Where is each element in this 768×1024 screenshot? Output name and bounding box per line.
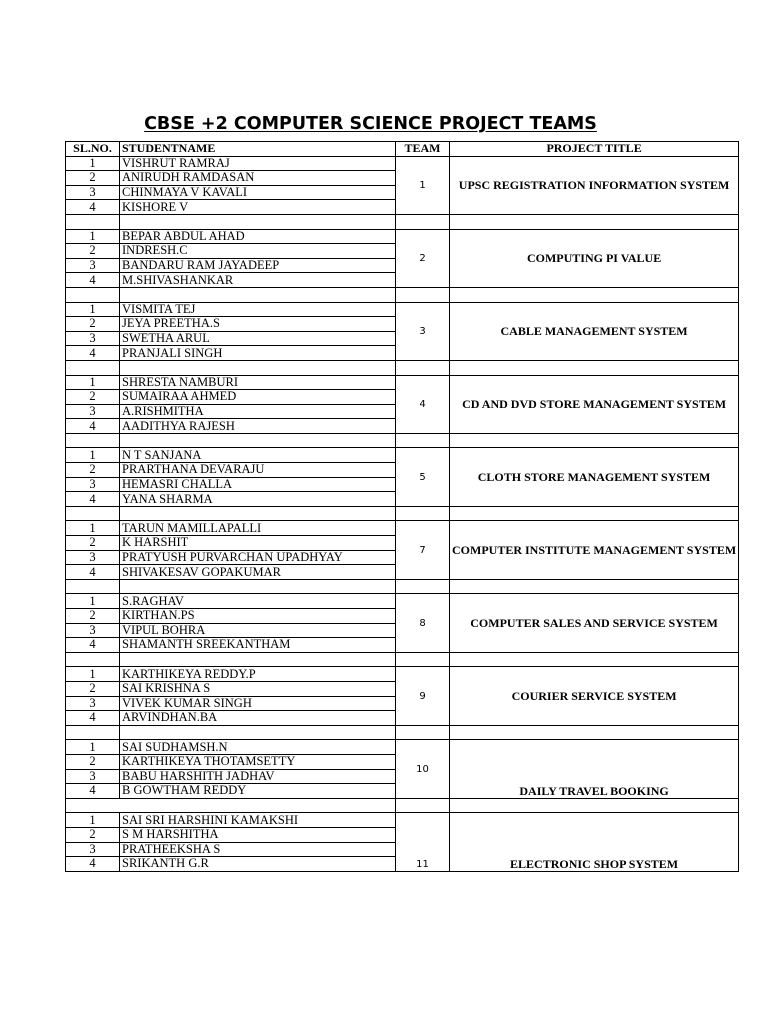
student-name-cell: VIVEK KUMAR SINGH (120, 696, 396, 711)
spacer-cell (120, 214, 396, 229)
student-name-cell: ANIRUDH RAMDASAN (120, 171, 396, 186)
project-title-cell: COURIER SERVICE SYSTEM (450, 667, 739, 725)
sl-no-cell: 1 (66, 521, 120, 536)
team-number-cell: 8 (396, 594, 450, 652)
student-name-cell: HEMASRI CHALLA (120, 477, 396, 492)
sl-no-cell: 3 (66, 477, 120, 492)
sl-no-cell: 1 (66, 302, 120, 317)
project-title-cell: UPSC REGISTRATION INFORMATION SYSTEM (450, 156, 739, 214)
student-name-cell: CHINMAYA V KAVALI (120, 185, 396, 200)
sl-no-cell: 2 (66, 536, 120, 551)
student-name-cell: KARTHIKEYA REDDY.P (120, 667, 396, 682)
spacer-cell (396, 579, 450, 594)
spacer-cell (66, 798, 396, 813)
project-title-cell: DAILY TRAVEL BOOKING (450, 740, 739, 798)
sl-no-cell: 1 (66, 156, 120, 171)
spacer-cell (396, 287, 450, 302)
spacer-cell (120, 506, 396, 521)
spacer-cell (450, 433, 739, 448)
student-name-cell: SUMAIRAA AHMED (120, 390, 396, 405)
student-name-cell: SHAMANTH SREEKANTHAM (120, 638, 396, 653)
sl-no-cell: 2 (66, 827, 120, 842)
student-name-cell: AADITHYA RAJESH (120, 419, 396, 434)
spacer-cell (396, 725, 450, 740)
student-name-cell: M.SHIVASHANKAR (120, 273, 396, 288)
table-header-row (66, 142, 739, 157)
spacer-cell (120, 360, 396, 375)
spacer-row (66, 287, 739, 302)
spacer-cell (450, 506, 739, 521)
sl-no-cell: 2 (66, 317, 120, 332)
project-title-cell: CD AND DVD STORE MANAGEMENT SYSTEM (450, 375, 739, 433)
student-name-cell: VIPUL BOHRA (120, 623, 396, 638)
header-slno: SL.NO. (66, 142, 120, 157)
project-title-cell: COMPUTING PI VALUE (450, 229, 739, 287)
student-name-cell: KIRTHAN.PS (120, 609, 396, 624)
team-number-cell: 5 (396, 448, 450, 506)
table-row (66, 229, 739, 244)
student-name-cell: SHIVAKESAV GOPAKUMAR (120, 565, 396, 580)
sl-no-cell: 4 (66, 492, 120, 507)
sl-no-cell: 3 (66, 331, 120, 346)
student-name-cell: VISMITA TEJ (120, 302, 396, 317)
spacer-cell (66, 652, 120, 667)
student-name-cell: PRARTHANA DEVARAJU (120, 463, 396, 478)
student-name-cell: B GOWTHAM REDDY (120, 784, 396, 799)
table-row (66, 667, 739, 682)
sl-no-cell: 1 (66, 813, 120, 828)
team-number-cell: 11 (396, 813, 450, 871)
student-name-cell: SAI SRI HARSHINI KAMAKSHI (120, 813, 396, 828)
sl-no-cell: 4 (66, 200, 120, 215)
student-name-cell: BANDARU RAM JAYADEEP (120, 258, 396, 273)
sl-no-cell: 2 (66, 754, 120, 769)
sl-no-cell: 1 (66, 740, 120, 755)
spacer-row (66, 579, 739, 594)
student-name-cell: VISHRUT RAMRAJ (120, 156, 396, 171)
table-row (66, 813, 739, 828)
spacer-cell (396, 214, 450, 229)
student-name-cell: INDRESH.C (120, 244, 396, 259)
spacer-cell (396, 433, 450, 448)
spacer-cell (66, 725, 120, 740)
student-name-cell: S.RAGHAV (120, 594, 396, 609)
spacer-cell (396, 360, 450, 375)
team-number-cell: 7 (396, 521, 450, 579)
sl-no-cell: 4 (66, 711, 120, 726)
sl-no-cell: 3 (66, 258, 120, 273)
spacer-cell (450, 652, 739, 667)
student-name-cell: N T SANJANA (120, 448, 396, 463)
header-project-title: PROJECT TITLE (450, 142, 739, 157)
team-number-cell: 2 (396, 229, 450, 287)
project-title-cell: CLOTH STORE MANAGEMENT SYSTEM (450, 448, 739, 506)
student-name-cell: KISHORE V (120, 200, 396, 215)
spacer-row (66, 506, 739, 521)
project-title-cell: ELECTRONIC SHOP SYSTEM (450, 813, 739, 871)
spacer-cell (66, 214, 120, 229)
sl-no-cell: 3 (66, 623, 120, 638)
sl-no-cell: 4 (66, 346, 120, 361)
sl-no-cell: 4 (66, 857, 120, 872)
sl-no-cell: 4 (66, 565, 120, 580)
student-name-cell: K HARSHIT (120, 536, 396, 551)
table-row (66, 740, 739, 755)
spacer-cell (396, 506, 450, 521)
student-name-cell: SAI KRISHNA S (120, 681, 396, 696)
spacer-row (66, 214, 739, 229)
spacer-cell (66, 287, 120, 302)
sl-no-cell: 1 (66, 667, 120, 682)
sl-no-cell: 2 (66, 463, 120, 478)
student-name-cell: BEPAR ABDUL AHAD (120, 229, 396, 244)
sl-no-cell: 4 (66, 419, 120, 434)
header-studentname: STUDENTNAME (120, 142, 396, 157)
spacer-cell (396, 798, 450, 813)
student-name-cell: YANA SHARMA (120, 492, 396, 507)
team-number-cell: 10 (396, 740, 450, 798)
project-title-cell: COMPUTER SALES AND SERVICE SYSTEM (450, 594, 739, 652)
spacer-cell (120, 579, 396, 594)
sl-no-cell: 2 (66, 681, 120, 696)
sl-no-cell: 3 (66, 550, 120, 565)
spacer-row (66, 652, 739, 667)
student-name-cell: S M HARSHITHA (120, 827, 396, 842)
student-name-cell: KARTHIKEYA THOTAMSETTY (120, 754, 396, 769)
spacer-row (66, 433, 739, 448)
team-number-cell: 1 (396, 156, 450, 214)
sl-no-cell: 3 (66, 185, 120, 200)
spacer-cell (450, 214, 739, 229)
spacer-cell (66, 433, 120, 448)
spacer-cell (396, 652, 450, 667)
student-name-cell: PRATYUSH PURVARCHAN UPADHYAY (120, 550, 396, 565)
spacer-cell (120, 725, 396, 740)
sl-no-cell: 3 (66, 769, 120, 784)
project-title-cell: CABLE MANAGEMENT SYSTEM (450, 302, 739, 360)
student-name-cell: TARUN MAMILLAPALLI (120, 521, 396, 536)
sl-no-cell: 3 (66, 404, 120, 419)
student-name-cell: A.RISHMITHA (120, 404, 396, 419)
spacer-cell (66, 579, 120, 594)
sl-no-cell: 3 (66, 842, 120, 857)
sl-no-cell: 1 (66, 375, 120, 390)
team-number-cell: 9 (396, 667, 450, 725)
spacer-cell (450, 287, 739, 302)
spacer-cell (450, 579, 739, 594)
spacer-row (66, 798, 739, 813)
table-row (66, 448, 739, 463)
sl-no-cell: 4 (66, 784, 120, 799)
table-row (66, 302, 739, 317)
student-name-cell: SRIKANTH G.R (120, 857, 396, 872)
team-number-cell: 3 (396, 302, 450, 360)
spacer-cell (450, 725, 739, 740)
student-name-cell: SWETHA ARUL (120, 331, 396, 346)
project-teams-table (65, 141, 739, 872)
student-name-cell: PRATHEEKSHA S (120, 842, 396, 857)
table-row (66, 521, 739, 536)
student-name-cell: PRANJALI SINGH (120, 346, 396, 361)
sl-no-cell: 2 (66, 244, 120, 259)
table-row (66, 594, 739, 609)
sl-no-cell: 4 (66, 273, 120, 288)
sl-no-cell: 2 (66, 171, 120, 186)
spacer-row (66, 725, 739, 740)
sl-no-cell: 3 (66, 696, 120, 711)
sl-no-cell: 1 (66, 448, 120, 463)
spacer-cell (66, 506, 120, 521)
team-number-cell: 4 (396, 375, 450, 433)
spacer-cell (120, 433, 396, 448)
sl-no-cell: 2 (66, 390, 120, 405)
sl-no-cell: 1 (66, 229, 120, 244)
spacer-cell (120, 287, 396, 302)
student-name-cell: JEYA PREETHA.S (120, 317, 396, 332)
table-row (66, 375, 739, 390)
student-name-cell: BABU HARSHITH JADHAV (120, 769, 396, 784)
sl-no-cell: 4 (66, 638, 120, 653)
spacer-cell (66, 360, 120, 375)
table-row (66, 156, 739, 171)
sl-no-cell: 2 (66, 609, 120, 624)
table-body (66, 156, 739, 871)
spacer-row (66, 360, 739, 375)
spacer-cell (450, 798, 739, 813)
sl-no-cell: 1 (66, 594, 120, 609)
spacer-cell (450, 360, 739, 375)
student-name-cell: ARVINDHAN.BA (120, 711, 396, 726)
student-name-cell: SAI SUDHAMSH.N (120, 740, 396, 755)
spacer-cell (120, 652, 396, 667)
header-team: TEAM (396, 142, 450, 157)
page-title: CBSE +2 COMPUTER SCIENCE PROJECT TEAMS (144, 114, 597, 134)
student-name-cell: SHRESTA NAMBURI (120, 375, 396, 390)
project-title-cell: COMPUTER INSTITUTE MANAGEMENT SYSTEM (450, 521, 739, 579)
